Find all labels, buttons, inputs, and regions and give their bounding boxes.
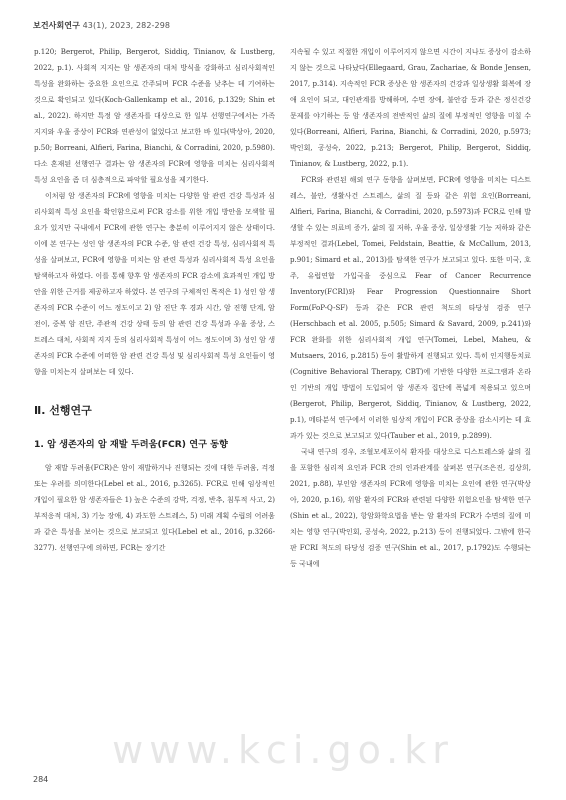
subsection-title: 1. 암 생존자의 암 재발 두려움(FCR) 연구 동향 — [34, 439, 228, 450]
journal-title: 보건사회연구 — [33, 21, 80, 30]
watermark: www.kci.go.kr — [112, 728, 454, 772]
right-paragraph-2: FCR와 관련된 해외 연구 동향을 살펴보면, FCR에 영향을 미치는 디스트레스, 불안, 생활사건 스트레스, 삶의 질 등와 같은 위험 요인(Borreani, Alfieri, Farina, Bianchi, & Corradini, 2020, p.5973)과 FCR로 인해 발생할 수 있는 의료비 증가, 삶의 질 저하, 우울 증상, 일상생활 기능 저하와 같은 부정적인 결과(Lebel, Tomei, Feldstain, Beattie, & McCallum, 2013, p.901; Simard et al., 2013)를 탐색한 연구가 보고되고 있다. 또한 미국, 호주, 유럽연합 가입국을 중심으로 Fear of Cancer Recurrence Inventory(FCRI)와 Fear Progression Questionnaire Short Form(FoP-Q-SF) 등과 같은 FCR 관련 척도의 타당성 검증 연구(Herschbach et al. 2005, p.505; Simard & Savard, 2009, p.241)와 FCR 완화를 위한 심리사회적 개입 연구(Tomei, Lebel, Maheu, & Mutsaers, 2016, p.2815) 등이 활발하게 진행되고 있다. 특히 인지행동치료(Cognitive Behavioral Therapy, CBT)에 기반한 다양한 프로그램과 온라인 기반의 개입 방법이 도입되어 암 생존자 집단에 폭넓게 적용되고 있으며(Bergerot, Philip, Bergerot, Siddiq, Tinianov, & Lustberg, 2022, p.1), 메타분석 연구에서 이러한 임상적 개입이 FCR 증상을 감소시키는 데 효과가 있는 것으로 보고되고 있다(Tauber et al., 2019, p.2899). — [290, 175, 531, 440]
left-paragraph-1: p.120; Bergerot, Philip, Bergerot, Siddiq, Tinianov, & Lustberg, 2022, p.1). 사회적 지지는 암 생존자의 대처 방식을 강화하고 심리사회적인 특성을 완화하는 중요한 요인으로 간주되며 FCR 수준을 낮추는 데 기여하는 것으로 확인되고 있다(Koch-Gallenkamp et al., 2016, p.1329; Shin et al., 2022). 하지만 특정 암 생존자를 대상으로 한 일부 선행연구에서는 가족 지지와 우울 증상이 FCR와 연관성이 없었다고 보고한 바 있다(박상아, 2020, p.50; Borreani, Alfieri, Farina, Bianchi, & Corradini, 2020, p.5980). 다소 혼재된 선행연구 결과는 암 생존자의 FCR에 영향을 미치는 심리사회적 특성 요인을 좀 더 심층적으로 파악할 필요성을 제기한다. — [34, 47, 275, 184]
right-paragraph-3: 국내 연구의 경우, 조혈모세포이식 환자를 대상으로 디스트레스와 삶의 질을 포함한 심리적 요인과 FCR 간의 인과관계를 살펴본 연구(조은진, 김상희, 2021, p.88), 부인암 생존자의 FCR에 영향을 미치는 요인에 관한 연구(박상아, 2020, p.16), 위암 환자의 FCR와 관련된 다양한 위험요인을 탐색한 연구(Shin et al., 2022), 항암화학요법을 받는 암 환자의 FCR가 수면의 질에 미치는 영향 연구(박인회, 공성숙, 2022, p.213) 등이 진행되었다. 그밖에 한국판 FCRI 척도의 타당성 검증 연구(Shin et al., 2017, p.1792)도 수행되는 등 국내에 — [290, 447, 531, 568]
right-paragraph-1: 지속될 수 있고 적절한 개입이 이루어지지 않으면 시간이 지나도 증상이 감소하지 않는 것으로 나타났다(Ellegaard, Grau, Zachariae, & Bonde Jensen, 2017, p.314). 지속적인 FCR 증상은 암 생존자의 건강과 일상생활 회복에 장애 요인이 되고, 대인관계를 방해하며, 수면 장애, 불안감 등과 같은 정신건강 문제를 야기하는 등 암 생존자의 전반적인 삶의 질에 부정적인 영향을 미칠 수 있다(Borreani, Alfieri, Farina, Bianchi, & Corradini, 2020, p.5973; 박인회, 공성숙, 2022, p.213; Bergerot, Philip, Bergerot, Siddiq, Tinianov, & Lustberg, 2022, p.1). — [290, 47, 531, 168]
right-column — [290, 44, 531, 572]
journal-issue: 43(1), 2023, 282-298 — [79, 21, 171, 30]
left-paragraph-2: 이처럼 암 생존자의 FCR에 영향을 미치는 다양한 암 관련 건강 특성과 심리사회적 특성 요인을 확인함으로써 FCR 감소를 위한 개입 방안을 모색할 필요가 있지만 국내에서 FCR에 관한 연구는 충분히 이루어지지 않은 상태이다. 이에 본 연구는 성인 암 생존자의 FCR 수준, 암 관련 건강 특성, 심리사회적 특성을 살펴보고, FCR에 영향을 미치는 암 관련 특성과 심리사회적 특성 요인을 탐색하고자 하였다. 이를 통해 향후 암 생존자의 FCR 감소에 효과적인 개입 방안을 위한 근거를 제공하고자 하였다. 본 연구의 구체적인 목적은 1) 성인 암 생존자의 FCR 수준이 어느 정도이고 2) 암 진단 후 경과 시간, 암 진행 단계, 암 전이, 중복 암 진단, 주관적 건강 상태 등의 암 관련 건강 특성과 우울 증상, 스트레스 대처, 사회적 지지 등의 심리사회적 특성이 어느 정도이며 3) 성인 암 생존자의 FCR 수준에 어떠한 암 관련 건강 특성 및 심리사회적 특성 요인들이 영향을 미치는지 살펴보는 데 있다. — [34, 191, 275, 376]
left-paragraph-3: 암 재발 두려움(FCR)은 암이 재발하거나 진행되는 것에 대한 두려움, 걱정 또는 우려를 의미한다(Lebel et al., 2016, p.3265). FCR로 인해 임상적인 개입이 필요한 암 생존자들은 1) 높은 수준의 강박, 걱정, 반추, 침투적 사고, 2) 부적응적 대처, 3) 기능 장애, 4) 과도한 스트레스, 5) 미래 계획 수립의 어려움과 같은 특성을 보이는 것으로 보고되고 있다(Lebel et al., 2016, p.3266-3277). 선행연구에 의하면, FCR는 장기간 — [34, 463, 275, 552]
section-title: Ⅱ. 선행연구 — [34, 404, 92, 417]
running-header — [33, 20, 170, 31]
page-number: 284 — [33, 775, 49, 784]
left-column — [34, 44, 275, 556]
